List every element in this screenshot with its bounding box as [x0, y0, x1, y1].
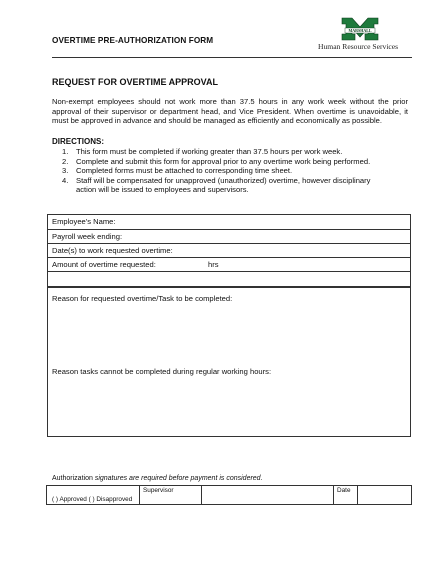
regular-hours-reason-label: Reason tasks cannot be completed during regular working hours:	[52, 367, 272, 376]
date-cell[interactable]	[357, 486, 412, 504]
hrs-unit: hrs	[208, 260, 219, 269]
direction-item: 1. This form must be completed if working greater than 37.5 hours per work week.	[62, 147, 343, 156]
form-title: OVERTIME PRE-AUTHORIZATION FORM	[52, 36, 214, 45]
overtime-dates-field[interactable]: Date(s) to work requested overtime:	[48, 244, 410, 258]
approval-options[interactable]: ( ) Approved ( ) Disapproved	[52, 496, 133, 503]
directions-list	[62, 147, 372, 195]
supervisor-signature-cell[interactable]	[201, 486, 334, 504]
authorization-note: Authorization signatures are required before payment is considered.	[52, 475, 263, 482]
direction-item: 2. Complete and submit this form for approval prior to any overtime work being performed.	[62, 156, 371, 166]
reasons-box[interactable]	[47, 287, 411, 437]
marshall-logo	[340, 16, 380, 42]
blank-row	[48, 272, 410, 286]
org-name: Human Resource Services	[318, 42, 399, 51]
intro-paragraph: Non-exempt employees should not work more than 37.5 hours in any work week without the prior approval of their supervisor or department head, and Vice President. When overtime is unavoidable, it must be approved in advance and should be managed as efficiently and economically as possible.	[52, 97, 408, 126]
logo-wordmark: MARSHALL	[348, 28, 372, 34]
header-divider	[52, 57, 412, 58]
employee-name-field[interactable]: Employee's Name:	[48, 215, 410, 230]
overtime-amount-field[interactable]: Amount of overtime requested: hrs	[48, 258, 410, 272]
direction-item: 4. Staff will be compensated for unapproved (unauthorized) overtime, however disciplinary action will be issued to employees and supervisors.	[62, 175, 371, 195]
directions-heading: DIRECTIONS:	[52, 137, 104, 146]
payroll-week-field[interactable]: Payroll week ending:	[48, 230, 410, 244]
task-reason-label: Reason for requested overtime/Task to be completed:	[52, 294, 233, 303]
date-label-cell	[333, 486, 358, 504]
date-label: Date	[337, 487, 351, 494]
supervisor-cell[interactable]	[139, 486, 202, 504]
supervisor-label: Supervisor	[143, 487, 174, 494]
authorization-table	[46, 485, 412, 505]
request-heading: REQUEST FOR OVERTIME APPROVAL	[52, 77, 219, 87]
employee-info-box	[47, 214, 411, 287]
direction-item: 3. Completed forms must be attached to corresponding time sheet.	[62, 166, 293, 176]
